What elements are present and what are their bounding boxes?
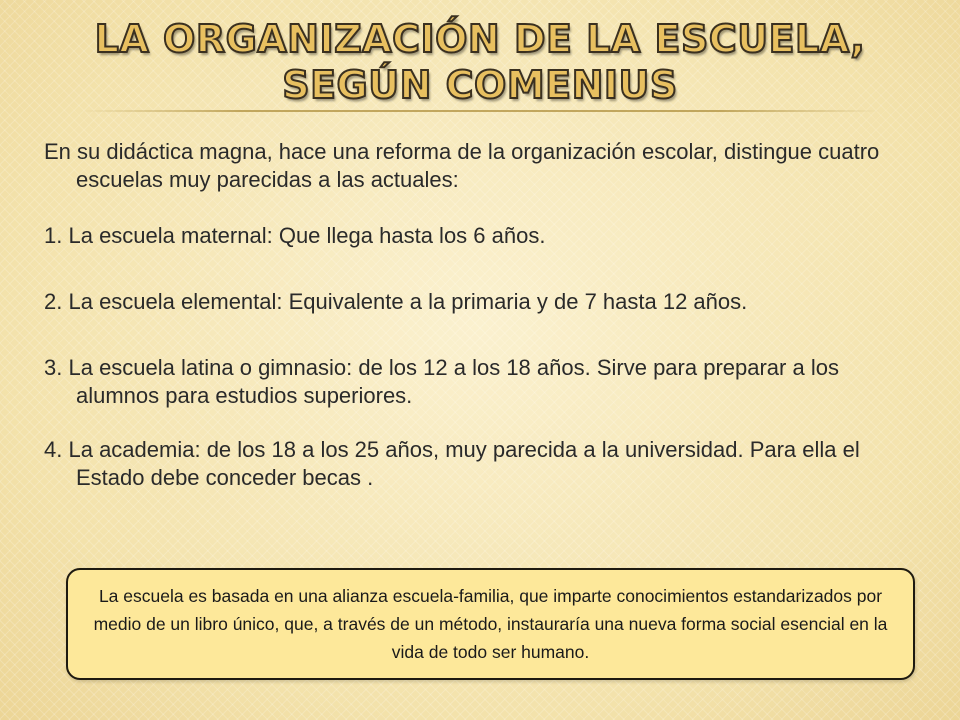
school-item-4 <box>44 436 924 492</box>
item-number: 2. <box>44 289 63 314</box>
item-description: : de los 12 a los 18 años. Sirve para preparar a los alumnos para estudios superiores. <box>76 355 839 408</box>
item-description: : Que llega hasta los 6 años. <box>266 223 546 248</box>
item-number: 4. <box>44 437 63 462</box>
item-name: La escuela maternal <box>68 223 267 248</box>
item-description: : Equivalente a la primaria y de 7 hasta 12 años. <box>276 289 748 314</box>
item-name: La escuela elemental <box>68 289 277 314</box>
item-number: 3. <box>44 355 63 380</box>
callout-box <box>66 568 915 680</box>
title-divider <box>80 110 880 112</box>
intro-paragraph: En su didáctica magna, hace una reforma de la organización escolar, distingue cuatro escuelas muy parecidas a las actuales: <box>44 139 880 192</box>
item-name: La escuela latina o gimnasio <box>68 355 347 380</box>
school-item-1 <box>44 222 924 250</box>
slide-body <box>44 138 924 518</box>
callout-text: La escuela es basada en una alianza escuela-familia, que imparte conocimientos estandarizados por medio de un libro único, que, a través de un método, instauraría una nueva forma social esencial en la vida de todo ser humano. <box>93 586 888 662</box>
slide-title: LA ORGANIZACIÓN DE LA ESCUELA, SEGÚN COMENIUS <box>94 17 866 107</box>
school-item-2 <box>44 288 924 316</box>
item-name: La academia <box>68 437 195 462</box>
item-number: 1. <box>44 223 63 248</box>
item-description: : de los 18 a los 25 años, muy parecida a la universidad. Para ella el Estado debe conceder becas . <box>76 437 860 490</box>
school-item-3 <box>44 354 924 410</box>
